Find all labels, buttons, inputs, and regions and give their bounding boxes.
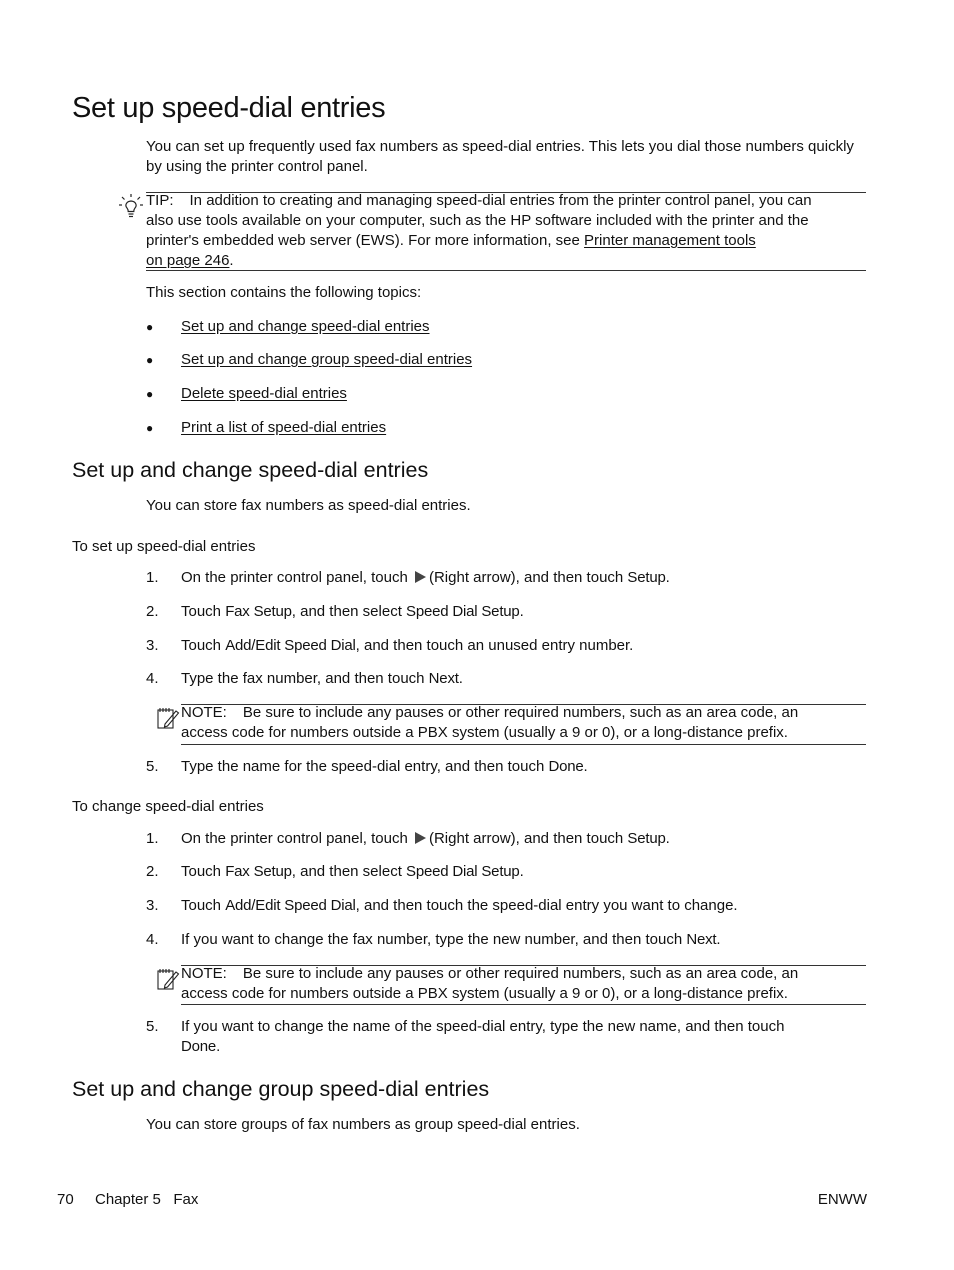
- step-number: 5.: [146, 1018, 159, 1035]
- step-text: Touch: [181, 897, 226, 914]
- ui-add-edit-speed-dial: Add/Edit Speed Dial: [225, 637, 356, 654]
- note-line2: access code for numbers outside a PBX system (usually a 9 or 0), or a long-distance prefix.: [181, 985, 788, 1002]
- step-number: 1.: [146, 569, 159, 586]
- bullet: ●: [146, 387, 154, 401]
- ui-next: Next: [686, 931, 717, 948]
- step-text: .: [216, 1038, 221, 1055]
- change-step-1: [181, 829, 866, 849]
- step-text: If you want to change the fax number, type the new number, and then touch: [181, 931, 687, 948]
- topic-link-delete[interactable]: Delete speed-dial entries: [181, 385, 347, 402]
- bullet: ●: [146, 353, 154, 367]
- step-number: 4.: [146, 931, 159, 948]
- step-text: (Right arrow), and then touch: [428, 830, 628, 847]
- step-text: Touch: [181, 603, 226, 620]
- ui-setup: Setup: [627, 830, 666, 847]
- page-title: Set up speed-dial entries: [72, 92, 386, 124]
- step-number: 3.: [146, 897, 159, 914]
- note-label: NOTE:: [181, 965, 227, 982]
- step-number: 1.: [146, 830, 159, 847]
- step-text: .: [519, 603, 524, 620]
- note2: [181, 964, 871, 1004]
- setup-step-4: [181, 669, 866, 689]
- note1: [181, 703, 871, 743]
- section2-heading: Set up and change group speed-dial entries: [72, 1077, 490, 1101]
- lightbulb-icon: [118, 193, 144, 221]
- step-text: .: [583, 758, 588, 775]
- step-text: , and then touch an unused entry number.: [355, 637, 634, 654]
- note1-bottom-rule: [181, 744, 866, 745]
- change-step-3: [181, 896, 866, 916]
- ui-add-edit-speed-dial: Add/Edit Speed Dial: [225, 897, 356, 914]
- step-text: On the printer control panel, touch: [181, 830, 412, 847]
- change-step-4: [181, 930, 866, 950]
- tip-bottom-rule: [146, 270, 866, 271]
- step-text: , and then select: [291, 863, 407, 880]
- step-text: Touch: [181, 637, 226, 654]
- tip-line2: also use tools available on your computer, such as the HP software included with the printer and the: [146, 212, 809, 229]
- footer-chapter: Chapter 5 Fax: [95, 1191, 199, 1208]
- section1-intro: You can store fax numbers as speed-dial entries.: [146, 497, 471, 514]
- subheading-change: To change speed-dial entries: [72, 798, 264, 815]
- note-icon: [156, 967, 180, 991]
- step-text: .: [665, 830, 670, 847]
- step-text: Touch: [181, 863, 226, 880]
- change-step-5: [181, 1017, 866, 1057]
- right-arrow-icon: [415, 832, 426, 844]
- section1-heading: Set up and change speed-dial entries: [72, 458, 429, 482]
- section2-intro: You can store groups of fax numbers as group speed-dial entries.: [146, 1116, 580, 1133]
- step-number: 3.: [146, 637, 159, 654]
- note-line1: Be sure to include any pauses or other required numbers, such as an area code, an: [242, 965, 799, 982]
- ui-fax-setup: Fax Setup: [225, 603, 292, 620]
- note2-bottom-rule: [181, 1004, 866, 1005]
- footer-enww: ENWW: [817, 1191, 867, 1208]
- intro-paragraph: You can set up frequently used fax numbers as speed-dial entries. This lets you dial those numbers quickly by using the printer control panel.: [146, 138, 854, 175]
- subheading-setup: To set up speed-dial entries: [72, 538, 256, 555]
- step-number: 2.: [146, 603, 159, 620]
- ui-speed-dial-setup: Speed Dial Setup: [406, 603, 520, 620]
- tip-line1: In addition to creating and managing speed-dial entries from the printer control panel, you can: [189, 192, 812, 209]
- step-text: .: [458, 670, 463, 687]
- step-text: On the printer control panel, touch: [181, 569, 412, 586]
- topics-intro: This section contains the following topics:: [146, 284, 422, 301]
- right-arrow-icon: [415, 571, 426, 583]
- note-icon: [156, 706, 180, 730]
- setup-step-2: [181, 602, 866, 622]
- bullet: ●: [146, 320, 154, 334]
- change-step-2: [181, 862, 866, 882]
- tip-end: .: [229, 252, 234, 269]
- tip-label: TIP:: [146, 192, 174, 209]
- note-line2: access code for numbers outside a PBX system (usually a 9 or 0), or a long-distance prefix.: [181, 724, 788, 741]
- printer-management-tools-link[interactable]: Printer management tools: [584, 232, 756, 249]
- step-text: , and then select: [291, 603, 407, 620]
- step-text: Type the name for the speed-dial entry, and then touch: [181, 758, 549, 775]
- note-label: NOTE:: [181, 704, 227, 721]
- ui-next: Next: [428, 670, 459, 687]
- step-text: .: [519, 863, 524, 880]
- ui-done: Done: [181, 1038, 217, 1055]
- ui-fax-setup: Fax Setup: [225, 863, 292, 880]
- step-text: , and then touch the speed-dial entry you want to change.: [355, 897, 738, 914]
- step-text: (Right arrow), and then touch: [428, 569, 628, 586]
- step-text: .: [665, 569, 670, 586]
- step-text: Type the fax number, and then touch: [181, 670, 429, 687]
- note-line1: Be sure to include any pauses or other required numbers, such as an area code, an: [242, 704, 799, 721]
- tip-box: [146, 191, 871, 271]
- ui-done: Done: [548, 758, 584, 775]
- step-text: If you want to change the name of the speed-dial entry, type the new name, and then touch: [181, 1018, 785, 1035]
- ui-setup: Setup: [627, 569, 666, 586]
- step-number: 5.: [146, 758, 159, 775]
- topic-link-group[interactable]: Set up and change group speed-dial entries: [181, 351, 473, 368]
- page-number: 70: [57, 1191, 74, 1208]
- step-number: 2.: [146, 863, 159, 880]
- setup-step-1: [181, 568, 866, 588]
- setup-step-3: [181, 636, 866, 656]
- page-246-link[interactable]: on page 246: [146, 252, 230, 269]
- topic-link-print-list[interactable]: Print a list of speed-dial entries: [181, 419, 387, 436]
- tip-line3: printer's embedded web server (EWS). For more information, see: [146, 232, 585, 249]
- setup-step-5: [181, 757, 866, 777]
- ui-speed-dial-setup: Speed Dial Setup: [406, 863, 520, 880]
- bullet: ●: [146, 421, 154, 435]
- topic-link-setup-change[interactable]: Set up and change speed-dial entries: [181, 318, 430, 335]
- step-text: .: [716, 931, 721, 948]
- step-number: 4.: [146, 670, 159, 687]
